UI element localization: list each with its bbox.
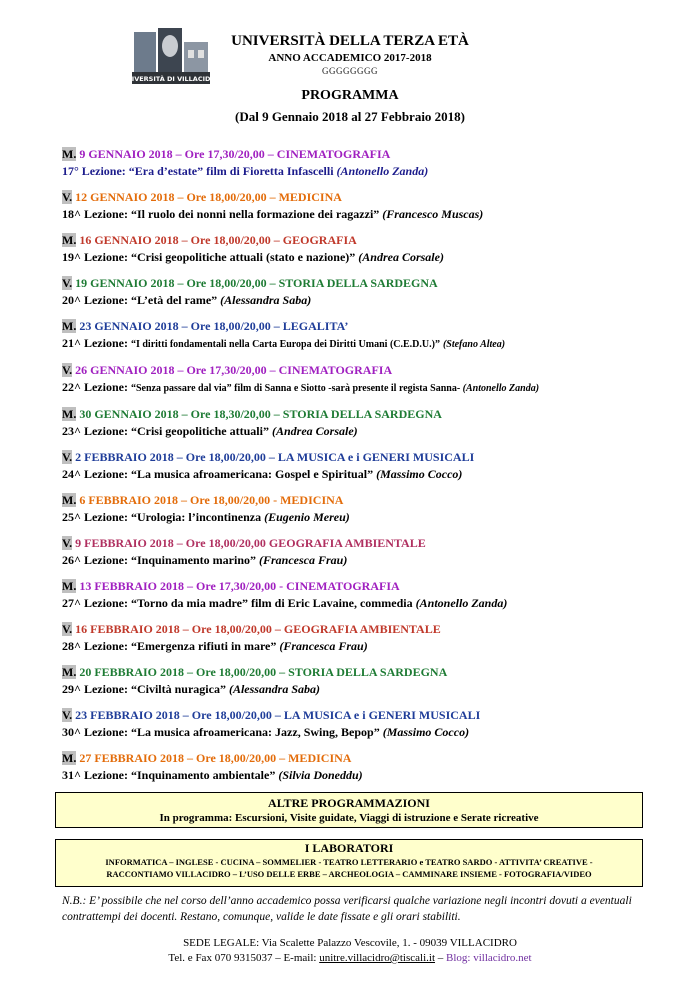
email-link[interactable]: unitre.villacidro@tiscali.it [319, 952, 436, 964]
lesson-teacher: (Antonello Zanda) [462, 383, 540, 394]
lesson-day: M. [62, 665, 77, 679]
lesson-day: V. [62, 276, 73, 290]
lesson-title: “Il ruolo dei nonni nella formazione dei ragazzi” [130, 207, 380, 221]
lesson-heading [62, 189, 662, 206]
lesson-teacher: (Massimo Cocco) [382, 725, 470, 739]
lesson-day: M. [62, 579, 77, 593]
lesson-title: “Urologia: l’incontinenza [130, 510, 262, 524]
lesson-number: 22^ Lezione: [62, 380, 131, 394]
lesson-item [62, 492, 662, 526]
lesson-teacher: (Massimo Cocco) [376, 467, 463, 481]
lesson-title: “La musica afroamericana: Jazz, Swing, Bepop” [130, 725, 380, 739]
lesson-title: “La musica afroamericana: Gospel e Spiritual” [130, 467, 374, 481]
lesson-heading [62, 578, 662, 595]
laboratori-title: I LABORATORI [304, 841, 394, 855]
altre-text: In programma: Escursioni, Visite guidate, Viaggi di istruzione e Serate ricreative [159, 812, 539, 824]
lesson-title: “Inquinamento ambientale” [130, 768, 276, 782]
laboratori-line1: INFORMATICA – INGLESE - CUCINA – SOMMELIER - TEATRO LETTERARIO e TEATRO SARDO - ATTIVITA’ CREATIVE - [105, 857, 593, 867]
lesson-line [62, 638, 662, 655]
lesson-line [62, 163, 662, 180]
laboratori-line2: RACCONTIAMO VILLACIDRO – L’USO DELLE ERBE – ARCHEOLOGIA – CAMMINARE INSIEME - FOTOGRAFIA/VIDEO [106, 869, 592, 879]
lesson-teacher: (Stefano Altea) [442, 339, 506, 350]
lesson-teacher: (Antonello Zanda) [336, 164, 429, 178]
lesson-number: 27^ Lezione: [62, 596, 131, 610]
lesson-number: 23^ Lezione: [62, 424, 131, 438]
lesson-item [62, 707, 662, 741]
lesson-date-subject: 30 GENNAIO 2018 – Ore 18,30/20,00 – STORIA DELLA SARDEGNA [79, 407, 442, 421]
lesson-line [62, 335, 662, 353]
lesson-number: 18^ Lezione: [62, 207, 131, 221]
altre-title: ALTRE PROGRAMMAZIONI [268, 796, 430, 810]
lesson-teacher: (Francesca Frau) [259, 553, 348, 567]
lesson-title: “Era d’estate” film di Fioretta Infascelli [128, 164, 334, 178]
lesson-number: 26^ Lezione: [62, 553, 131, 567]
lesson-teacher: (Andrea Corsale) [271, 424, 358, 438]
lesson-line [62, 249, 662, 266]
programma-period: (Dal 9 Gennaio 2018 al 27 Febbraio 2018) [234, 109, 466, 124]
lesson-number: 19^ Lezione: [62, 250, 131, 264]
lesson-date-subject: 9 FEBBRAIO 2018 – Ore 18,00/20,00 GEOGRAFIA AMBIENTALE [75, 536, 426, 550]
page-title: UNIVERSITÀ DELLA TERZA ETÀ [231, 33, 469, 49]
lesson-date-subject: 16 FEBBRAIO 2018 – Ore 18,00/20,00 – GEOGRAFIA AMBIENTALE [75, 622, 441, 636]
lesson-number: 24^ Lezione: [62, 467, 131, 481]
lesson-line [62, 681, 662, 698]
lesson-line [62, 509, 662, 526]
footer-phone: Tel. e Fax 070 9315037 – E-mail: [168, 952, 320, 964]
lesson-date-subject: 20 FEBBRAIO 2018 – Ore 18,00/20,00 – STORIA DELLA SARDEGNA [79, 665, 448, 679]
lesson-teacher: (Antonello Zanda) [415, 596, 508, 610]
lesson-item [62, 578, 662, 612]
lesson-heading [62, 275, 662, 292]
lesson-day: V. [62, 450, 73, 464]
lesson-item [62, 664, 662, 698]
lesson-title: “Inquinamento marino” [130, 553, 256, 567]
lesson-heading [62, 406, 662, 423]
footer-sep: – [435, 952, 447, 964]
lesson-day: M. [62, 319, 77, 333]
lesson-date-subject: 16 GENNAIO 2018 – Ore 18,00/20,00 – GEOGRAFIA [79, 233, 357, 247]
lesson-date-subject: 26 GENNAIO 2018 – Ore 17,30/20,00 – CINEMATOGRAFIA [75, 363, 393, 377]
lesson-item [62, 232, 662, 266]
lesson-day: M. [62, 751, 77, 765]
lesson-number: 28^ Lezione: [62, 639, 131, 653]
lesson-teacher: (Alessandra Saba) [228, 682, 320, 696]
lesson-day: V. [62, 190, 73, 204]
lesson-day: M. [62, 407, 77, 421]
lesson-date-subject: 13 FEBBRAIO 2018 – Ore 17,30/20,00 - CINEMATOGRAFIA [79, 579, 400, 593]
lesson-heading [62, 535, 662, 552]
lesson-number: 20^ Lezione: [62, 293, 131, 307]
lessons-list [62, 146, 662, 784]
lesson-number: 17° Lezione: [62, 164, 129, 178]
lesson-date-subject: 23 GENNAIO 2018 – Ore 18,00/20,00 – LEGALITA’ [79, 319, 349, 333]
lesson-heading [62, 318, 662, 335]
lesson-heading [62, 664, 662, 681]
lesson-title: “Crisi geopolitiche attuali” [130, 424, 269, 438]
lesson-date-subject: 12 GENNAIO 2018 – Ore 18,00/20,00 – MEDICINA [75, 190, 342, 204]
lesson-line [62, 292, 662, 309]
lesson-heading [62, 232, 662, 249]
lesson-item [62, 535, 662, 569]
lesson-line [62, 206, 662, 223]
university-logo [121, 28, 221, 90]
lesson-date-subject: 19 GENNAIO 2018 – Ore 18,00/20,00 – STORIA DELLA SARDEGNA [75, 276, 438, 290]
nota-bene: N.B.: E’ possibile che nel corso dell’anno accademico possa verificarsi qualche variazione negli incontri dovuti a eventuali contrattempi dei docenti. Restano, comunque, valide le date fissate e gli orari stabiliti. [62, 895, 632, 923]
lesson-date-subject: 23 FEBBRAIO 2018 – Ore 18,00/20,00 – LA MUSICA e i GENERI MUSICALI [75, 708, 481, 722]
lesson-item [62, 275, 662, 309]
lesson-heading [62, 750, 662, 767]
lesson-date-subject: 27 FEBBRAIO 2018 – Ore 18,00/20,00 – MEDICINA [79, 751, 352, 765]
lesson-item [62, 146, 662, 180]
lesson-number: 25^ Lezione: [62, 510, 131, 524]
lesson-heading [62, 492, 662, 509]
logo-text: UNIVERSITÀ DI VILLACIDRO [121, 75, 221, 83]
academic-year: ANNO ACCADEMICO 2017-2018 [268, 52, 432, 64]
lesson-day: V. [62, 363, 73, 377]
lesson-teacher: (Andrea Corsale) [358, 250, 444, 264]
lesson-item [62, 406, 662, 440]
lesson-day: M. [62, 233, 77, 247]
lesson-heading [62, 362, 662, 379]
footer-contacts [100, 952, 600, 964]
lesson-day: V. [62, 708, 73, 722]
footer-address: SEDE LEGALE: Via Scalette Palazzo Vescovile, 1. - 09039 VILLACIDRO [183, 937, 517, 949]
lesson-title: “Civiltà nuragica” [130, 682, 226, 696]
lesson-line [62, 724, 662, 741]
lesson-title: “Senza passare dal via” film di Sanna e Siotto -sarà presente il regista Sanna- [130, 383, 463, 394]
lesson-line [62, 595, 662, 612]
lesson-line [62, 466, 662, 483]
lesson-teacher: (Alessandra Saba) [220, 293, 312, 307]
lesson-heading [62, 621, 662, 638]
lesson-teacher: (Francesca Frau) [279, 639, 368, 653]
altre-programmazioni-box [55, 792, 643, 828]
lesson-title: “Torno da mia madre” film di Eric Lavaine, commedia [130, 596, 413, 610]
lesson-item [62, 189, 662, 223]
lesson-heading [62, 146, 662, 163]
lesson-title: “Emergenza rifiuti in mare” [130, 639, 277, 653]
lesson-heading [62, 707, 662, 724]
lesson-line [62, 767, 662, 784]
ornament: GGGGGGGG [322, 66, 378, 76]
lesson-title: “Crisi geopolitiche attuali (stato e nazione)” [130, 250, 356, 264]
lesson-item [62, 362, 662, 397]
lesson-number: 30^ Lezione: [62, 725, 131, 739]
lesson-item [62, 621, 662, 655]
lesson-day: M. [62, 493, 77, 507]
lesson-number: 21^ Lezione: [62, 336, 131, 350]
lesson-item [62, 750, 662, 784]
lesson-item [62, 449, 662, 483]
lesson-title: “L’età del rame” [130, 293, 218, 307]
lesson-date-subject: 6 FEBBRAIO 2018 – Ore 18,00/20,00 - MEDICINA [79, 493, 344, 507]
lesson-item [62, 318, 662, 353]
lesson-number: 29^ Lezione: [62, 682, 131, 696]
programma-heading: PROGRAMMA [301, 88, 399, 103]
lesson-day: V. [62, 536, 73, 550]
lesson-day: M. [62, 147, 77, 161]
lesson-teacher: (Silvia Doneddu) [278, 768, 363, 782]
blog-link[interactable]: Blog: villacidro.net [446, 952, 532, 964]
lesson-number: 31^ Lezione: [62, 768, 131, 782]
lesson-day: V. [62, 622, 73, 636]
lesson-line [62, 552, 662, 569]
lesson-date-subject: 2 FEBBRAIO 2018 – Ore 18,00/20,00 – LA MUSICA e i GENERI MUSICALI [75, 450, 475, 464]
lesson-teacher: (Eugenio Mereu) [264, 510, 350, 524]
lesson-date-subject: 9 GENNAIO 2018 – Ore 17,30/20,00 – CINEMATOGRAFIA [79, 147, 391, 161]
lesson-teacher: (Francesco Muscas) [382, 207, 484, 221]
lesson-title: “I diritti fondamentali nella Carta Europa dei Diritti Umani (C.E.D.U.)” [130, 339, 440, 350]
laboratori-box [55, 839, 643, 887]
lesson-line [62, 423, 662, 440]
lesson-line [62, 379, 662, 397]
lesson-heading [62, 449, 662, 466]
